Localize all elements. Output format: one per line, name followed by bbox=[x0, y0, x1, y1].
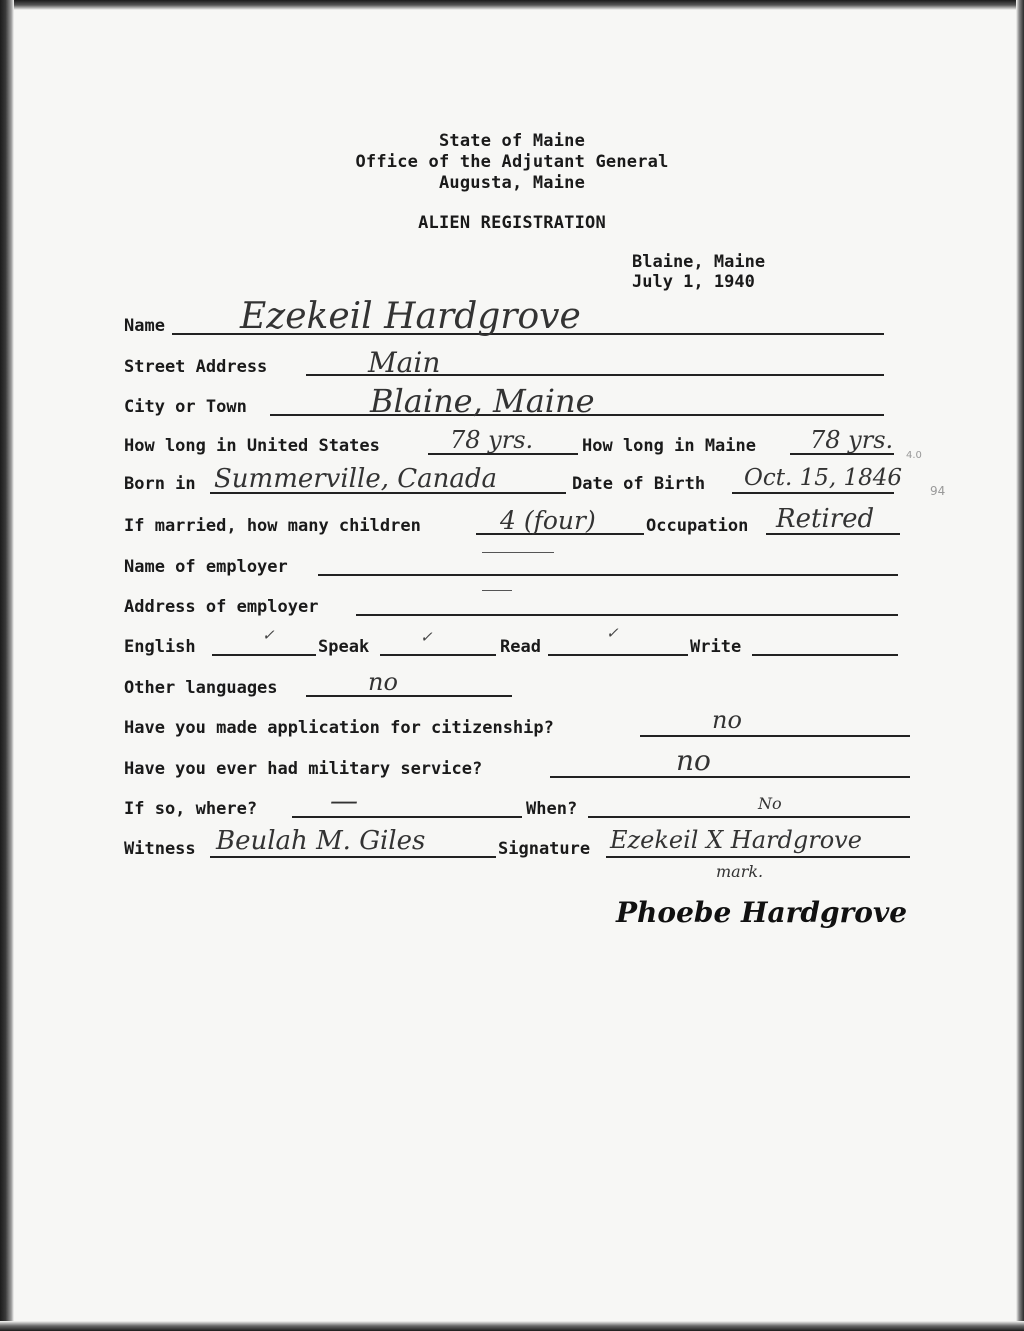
form-title: ALIEN REGISTRATION bbox=[418, 213, 606, 233]
employer-address-line bbox=[356, 614, 898, 616]
second-signature: Phoebe Hardgrove bbox=[616, 896, 908, 929]
header-city: Augusta, Maine bbox=[438, 173, 586, 193]
occupation-label: Occupation bbox=[646, 516, 749, 536]
name-value: Ezekeil Hardgrove bbox=[240, 296, 581, 337]
witness-label: Witness bbox=[124, 839, 196, 859]
date-of-birth-label: Date of Birth bbox=[572, 474, 706, 494]
write-line bbox=[752, 654, 898, 656]
signature-mark: mark. bbox=[716, 862, 764, 881]
read-label: Read bbox=[500, 637, 541, 657]
date-of-birth-value: Oct. 15, 1846 bbox=[744, 465, 903, 491]
other-languages-label: Other languages bbox=[124, 678, 278, 698]
witness-value: Beulah M. Giles bbox=[216, 826, 426, 856]
how-long-maine-value: 78 yrs. bbox=[810, 426, 894, 454]
scan-border-left bbox=[0, 0, 14, 1331]
employer-address-dash bbox=[482, 590, 512, 591]
header-state: State of Maine bbox=[438, 131, 586, 151]
speak-label: Speak bbox=[318, 637, 370, 657]
employer-name-line bbox=[318, 574, 898, 576]
employer-name-dash bbox=[482, 552, 554, 553]
english-label: English bbox=[124, 637, 196, 657]
where-label: If so, where? bbox=[124, 799, 258, 819]
street-address-label: Street Address bbox=[124, 357, 268, 377]
occupation-value: Retired bbox=[776, 504, 875, 534]
military-line bbox=[550, 776, 910, 778]
when-label: When? bbox=[526, 799, 578, 819]
when-value: No bbox=[758, 794, 782, 813]
street-address-value: Main bbox=[368, 346, 441, 379]
scan-border-right bbox=[1016, 0, 1024, 1331]
margin-note-1: 4.0 bbox=[906, 450, 922, 461]
children-value: 4 (four) bbox=[500, 506, 596, 535]
english-line bbox=[212, 654, 316, 656]
scan-border-top bbox=[0, 0, 1024, 10]
signature-value: Ezekeil X Hardgrove bbox=[610, 826, 862, 854]
read-check: ✓ bbox=[606, 624, 619, 642]
location-date: July 1, 1940 bbox=[632, 272, 755, 292]
location-place: Blaine, Maine bbox=[632, 252, 766, 272]
children-label: If married, how many children bbox=[124, 516, 421, 536]
signature-line bbox=[606, 856, 910, 858]
citizenship-label: Have you made application for citizenship? bbox=[124, 718, 554, 738]
header-office: Office of the Adjutant General bbox=[355, 152, 669, 172]
where-value: — bbox=[330, 784, 358, 817]
date-of-birth-line bbox=[732, 492, 894, 494]
military-label: Have you ever had military service? bbox=[124, 759, 483, 779]
when-line bbox=[588, 816, 910, 818]
how-long-maine-label: How long in Maine bbox=[582, 436, 756, 456]
employer-address-label: Address of employer bbox=[124, 597, 319, 617]
military-value: no bbox=[676, 744, 711, 777]
signature-label: Signature bbox=[498, 839, 591, 859]
other-languages-value: no bbox=[368, 668, 398, 696]
how-long-us-value: 78 yrs. bbox=[450, 426, 534, 454]
how-long-us-label: How long in United States bbox=[124, 436, 380, 456]
english-check: ✓ bbox=[262, 626, 275, 644]
citizenship-line bbox=[640, 735, 910, 737]
name-label: Name bbox=[124, 316, 165, 336]
employer-name-label: Name of employer bbox=[124, 557, 288, 577]
born-in-label: Born in bbox=[124, 474, 196, 494]
other-languages-line bbox=[306, 695, 512, 697]
speak-check: ✓ bbox=[420, 628, 433, 646]
write-label: Write bbox=[690, 637, 742, 657]
witness-line bbox=[210, 856, 496, 858]
city-value: Blaine, Maine bbox=[370, 382, 595, 420]
margin-note-2: 94 bbox=[930, 484, 946, 498]
read-line bbox=[548, 654, 688, 656]
born-in-value: Summerville, Canada bbox=[214, 464, 498, 494]
where-line bbox=[292, 816, 522, 818]
scan-border-bottom bbox=[0, 1321, 1024, 1331]
speak-line bbox=[380, 654, 496, 656]
citizenship-value: no bbox=[712, 706, 742, 734]
city-label: City or Town bbox=[124, 397, 247, 417]
